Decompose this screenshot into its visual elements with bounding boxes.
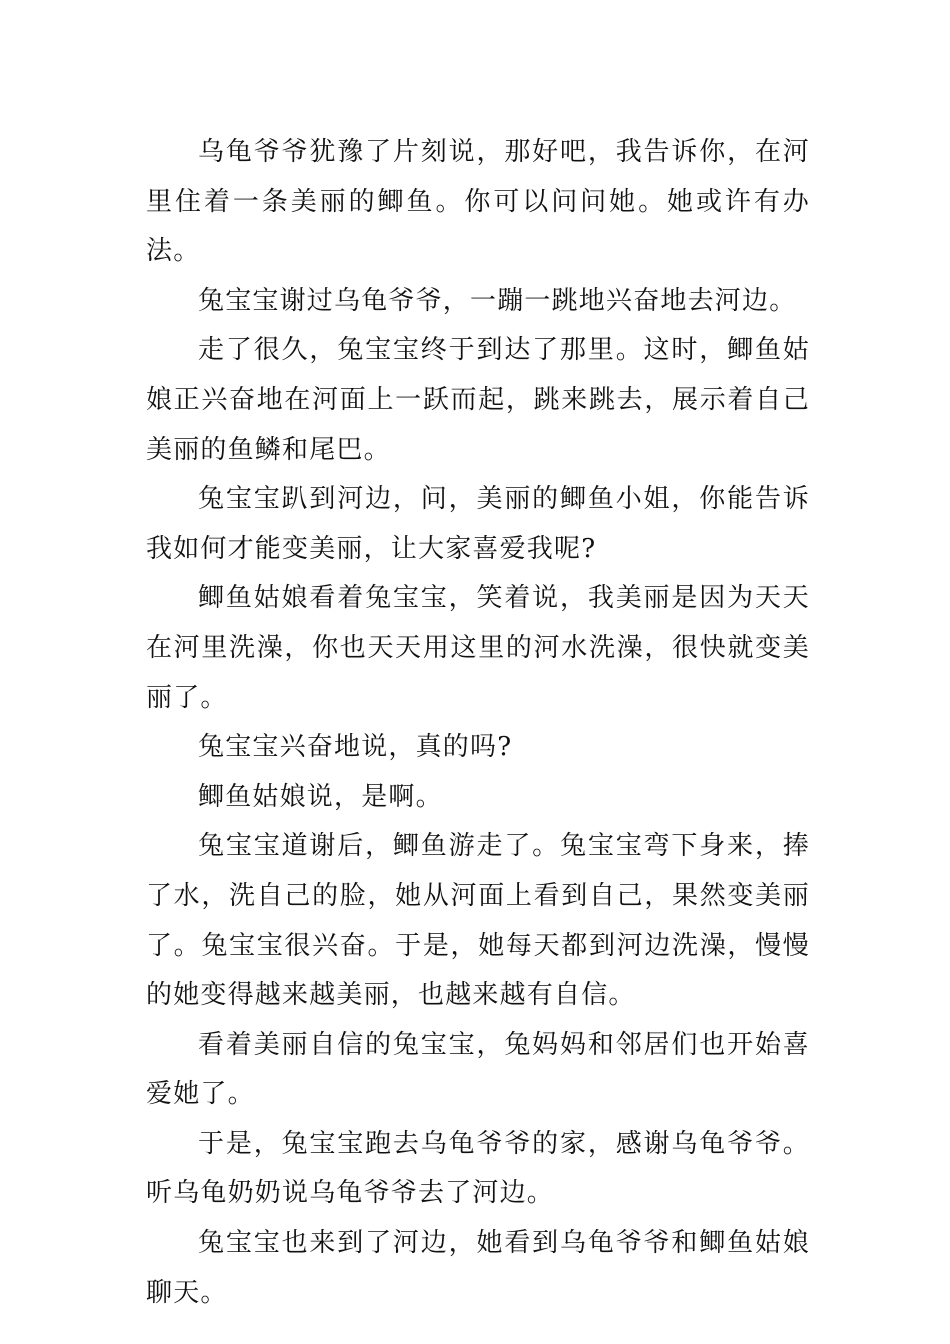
- paragraph: 于是，兔宝宝跑去乌龟爷爷的家，感谢乌龟爷爷。听乌龟奶奶说乌龟爷爷去了河边。: [146, 1128, 810, 1209]
- paragraph: 兔宝宝谢过乌龟爷爷，一蹦一跳地兴奋地去河边。: [198, 285, 797, 316]
- paragraph: 兔宝宝趴到河边，问，美丽的鲫鱼小姐，你能告诉我如何才能变美丽，让大家喜爱我呢?: [146, 484, 810, 564]
- paragraph: 兔宝宝兴奋地说，真的吗?: [198, 732, 513, 763]
- paragraph: 看着美丽自信的兔宝宝，兔妈妈和邻居们也开始喜爱她了。: [146, 1029, 810, 1110]
- paragraph: 兔宝宝也来到了河边，她看到乌龟爷爷和鲫鱼姑娘聊天。: [146, 1228, 810, 1308]
- story-body: [146, 128, 810, 1318]
- paragraph: 鲫鱼姑娘看着兔宝宝，笑着说，我美丽是因为天天在河里洗澡，你也天天用这里的河水洗澡，很快就变美丽了。: [146, 583, 810, 713]
- paragraph: 兔宝宝道谢后，鲫鱼游走了。兔宝宝弯下身来，捧了水，洗自己的脸，她从河面上看到自己，果然变美丽了。兔宝宝很兴奋。于是，她每天都到河边洗澡，慢慢的她变得越来越美丽，也越来越有自信。: [146, 831, 810, 1011]
- paragraph: 走了很久，兔宝宝终于到达了那里。这时，鲫鱼姑娘正兴奋地在河面上一跃而起，跳来跳去，展示着自己美丽的鱼鳞和尾巴。: [146, 335, 810, 465]
- paragraph: 乌龟爷爷犹豫了片刻说，那好吧，我告诉你，在河里住着一条美丽的鲫鱼。你可以问问她。她或许有办法。: [146, 137, 810, 267]
- paragraph: 鲫鱼姑娘说，是啊。: [198, 781, 443, 812]
